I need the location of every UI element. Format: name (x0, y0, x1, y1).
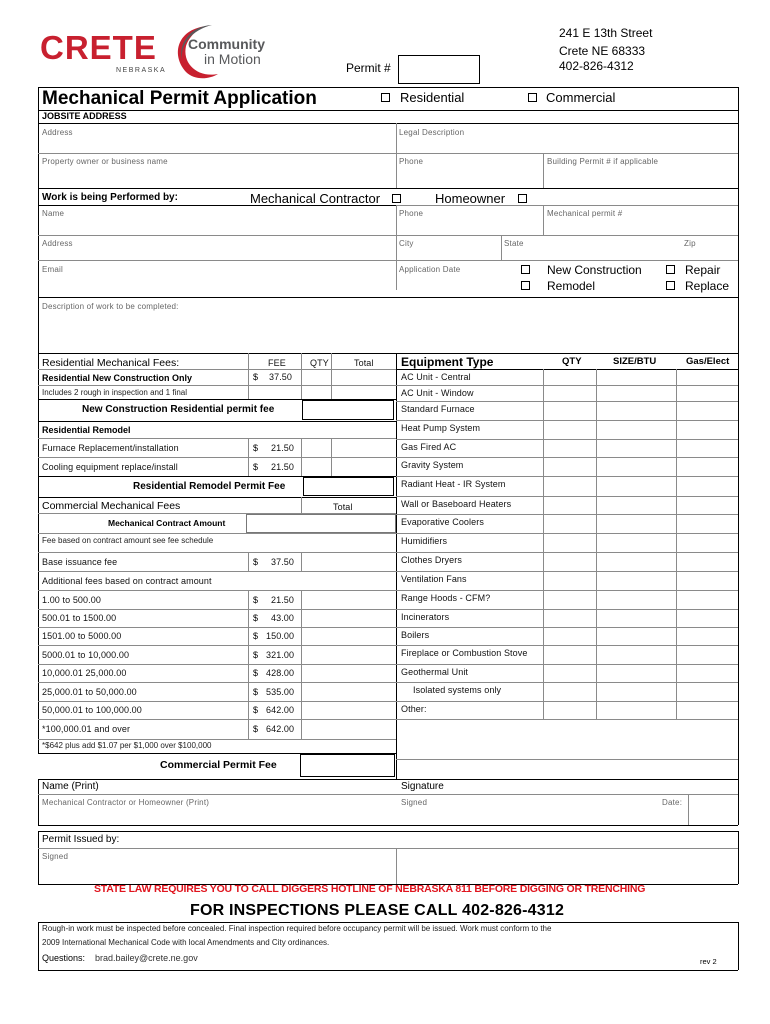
furnace-dollar: $ (253, 443, 259, 453)
equipment-qty-input[interactable] (544, 646, 595, 663)
application-date-field[interactable]: Application Date (399, 265, 461, 274)
equipment-row-label: Wall or Baseboard Heaters (401, 499, 512, 509)
res-new-total-input[interactable] (302, 400, 394, 420)
equipment-qty-input[interactable] (544, 591, 595, 608)
res-remodel-total-label: Residential Remodel Permit Fee (133, 481, 286, 492)
residential-checkbox[interactable] (381, 93, 390, 102)
equipment-row-label: Incinerators (401, 612, 450, 622)
rough-in-note-2: 2009 International Mechanical Code with local Amendments and City ordinances. (42, 938, 330, 947)
fee-range-5: 10,000.01 25,000.00 (42, 668, 127, 678)
equipment-gas-input[interactable] (677, 458, 737, 475)
com-additional-fees-label: Additional fees based on contract amount (42, 576, 212, 586)
rough-in-note-1: Rough-in work must be inspected before concealed. Final inspection required before occupancy permit will be issued. Work must conform to the (42, 924, 552, 933)
equipment-size-header: SIZE/BTU (613, 356, 657, 367)
fee-value-7: 642.00 (266, 705, 295, 715)
equipment-qty-input[interactable] (544, 440, 595, 456)
permit-number-input[interactable] (398, 55, 480, 84)
equipment-row-label: Boilers (401, 630, 430, 640)
equipment-size-input[interactable] (597, 440, 675, 456)
building-permit-field[interactable]: Building Permit # if applicable (547, 157, 659, 166)
com-base-fee-value: 37.50 (271, 557, 295, 567)
equipment-size-input[interactable] (597, 421, 675, 438)
equipment-qty-input[interactable] (544, 665, 595, 681)
city-field[interactable]: City (399, 239, 414, 248)
homeowner-checkbox[interactable] (518, 194, 527, 203)
equipment-row-label: Geothermal Unit (401, 667, 469, 677)
permit-issued-by-label: Permit Issued by: (42, 834, 120, 845)
fee-dollar-6: $ (253, 687, 259, 697)
equipment-gas-header: Gas/Elect (686, 356, 730, 367)
fee-dollar-2: $ (253, 613, 259, 623)
res-fee-col-header: FEE (268, 358, 286, 368)
fee-value-6: 535.00 (266, 687, 295, 697)
fee-value-1: 21.50 (271, 595, 295, 605)
logo-tagline-2: in Motion (204, 51, 261, 67)
equipment-gas-input[interactable] (677, 497, 737, 513)
legal-description-field[interactable]: Legal Description (399, 128, 465, 137)
equipment-qty-input[interactable] (544, 515, 595, 532)
remodel-checkbox[interactable] (521, 281, 530, 290)
owner-phone-field[interactable]: Phone (399, 157, 424, 166)
zip-field[interactable]: Zip (684, 239, 696, 248)
equipment-row-label: AC Unit - Window (401, 388, 474, 398)
mechanical-contractor-checkbox[interactable] (392, 194, 401, 203)
repair-label: Repair (685, 263, 721, 277)
contractor-print-name-field[interactable]: Mechanical Contractor or Homeowner (Print) (42, 798, 210, 807)
equipment-size-input[interactable] (597, 702, 675, 718)
equipment-row-label: Radiant Heat - IR System (401, 479, 506, 489)
fee-range-8: *100,000.01 and over (42, 724, 131, 734)
mechanical-contractor-label: Mechanical Contractor (250, 191, 381, 206)
cooling-dollar: $ (253, 462, 259, 472)
res-new-construction-label: Residential New Construction Only (42, 373, 193, 383)
equipment-gas-input[interactable] (677, 665, 737, 681)
equipment-qty-input[interactable] (544, 386, 595, 400)
com-see-schedule-note: Fee based on contract amount see fee schedule (42, 536, 214, 545)
signed-field[interactable]: Signed (401, 798, 428, 807)
questions-label: Questions: (42, 953, 86, 963)
equipment-size-input[interactable] (597, 497, 675, 513)
logo-state: NEBRASKA (116, 67, 167, 74)
residential-label: Residential (400, 90, 465, 105)
equipment-qty-input[interactable] (544, 534, 595, 551)
equipment-qty-input[interactable] (544, 370, 595, 384)
com-fees-title: Commercial Mechanical Fees (42, 500, 181, 512)
replace-label: Replace (685, 279, 730, 293)
equipment-qty-input[interactable] (544, 683, 595, 700)
equipment-size-input[interactable] (597, 591, 675, 608)
name-print-label: Name (Print) (42, 781, 99, 792)
fee-dollar-3: $ (253, 631, 259, 641)
equipment-row-label: Ventilation Fans (401, 574, 467, 584)
contractor-address-field[interactable]: Address (42, 239, 73, 248)
work-performed-label: Work is being Performed by: (42, 192, 178, 203)
fee-dollar-1: $ (253, 595, 259, 605)
equipment-row-label: Evaporative Coolers (401, 517, 484, 527)
equipment-size-input[interactable] (597, 665, 675, 681)
repair-checkbox[interactable] (666, 265, 675, 274)
fee-value-3: 150.00 (266, 631, 295, 641)
fee-dollar-5: $ (253, 668, 259, 678)
equipment-row-label: Gravity System (401, 460, 464, 470)
equipment-size-input[interactable] (597, 515, 675, 532)
res-new-construction-fee: 37.50 (269, 372, 293, 382)
state-field[interactable]: State (504, 239, 524, 248)
equipment-row-label: Isolated systems only (413, 685, 502, 695)
equipment-qty-header: QTY (562, 356, 582, 367)
res-new-dollar: $ (253, 372, 259, 382)
property-owner-field[interactable]: Property owner or business name (42, 157, 168, 166)
equipment-gas-input[interactable] (677, 683, 737, 700)
address-line-3: 402-826-4312 (559, 59, 634, 73)
equipment-size-input[interactable] (597, 386, 675, 400)
homeowner-label: Homeowner (435, 191, 506, 206)
remodel-label: Remodel (547, 279, 596, 293)
equipment-qty-input[interactable] (544, 610, 595, 626)
mechanical-permit-field[interactable]: Mechanical permit # (547, 209, 623, 218)
fee-dollar-4: $ (253, 650, 259, 660)
equipment-title: Equipment Type (401, 355, 494, 369)
new-construction-checkbox[interactable] (521, 265, 530, 274)
revision-label: rev 2 (700, 957, 717, 966)
commercial-label: Commercial (546, 90, 616, 105)
res-fees-title: Residential Mechanical Fees: (42, 357, 180, 369)
fee-value-5: 428.00 (266, 668, 295, 678)
fee-value-8: 642.00 (266, 724, 295, 734)
equipment-qty-input[interactable] (544, 553, 595, 570)
fee-range-7: 50,000.01 to 100,000.00 (42, 705, 142, 715)
address-line-1: 241 E 13th Street (559, 26, 653, 40)
inspections-phone: FOR INSPECTIONS PLEASE CALL 402-826-4312 (190, 902, 565, 919)
res-remodel-label: Residential Remodel (42, 425, 131, 435)
fee-range-4: 5000.01 to 10,000.00 (42, 650, 130, 660)
res-total-col-header: Total (354, 358, 374, 368)
equipment-gas-input[interactable] (677, 515, 737, 532)
equipment-gas-input[interactable] (677, 628, 737, 644)
res-qty-col-header: QTY (310, 358, 329, 368)
commercial-checkbox[interactable] (528, 93, 537, 102)
fee-dollar-7: $ (253, 705, 259, 715)
equipment-gas-input[interactable] (677, 610, 737, 626)
equipment-size-input[interactable] (597, 458, 675, 475)
new-construction-label: New Construction (547, 263, 642, 277)
permit-number-label: Permit # (346, 61, 391, 75)
equipment-size-input[interactable] (597, 683, 675, 700)
equipment-size-input[interactable] (597, 370, 675, 384)
equipment-gas-input[interactable] (677, 440, 737, 456)
com-contract-amount-input[interactable] (246, 514, 396, 533)
contractor-phone-field[interactable]: Phone (399, 209, 424, 218)
com-total-col-header: Total (333, 502, 353, 512)
equipment-row-label: Standard Furnace (401, 404, 475, 414)
com-permit-fee-label: Commercial Permit Fee (160, 759, 277, 771)
equipment-row-label: Heat Pump System (401, 423, 481, 433)
fee-value-4: 321.00 (266, 650, 295, 660)
equipment-size-input[interactable] (597, 477, 675, 495)
equipment-size-input[interactable] (597, 610, 675, 626)
equipment-gas-input[interactable] (677, 421, 737, 438)
com-permit-fee-input[interactable] (300, 754, 395, 777)
jobsite-address-field[interactable]: Address (42, 128, 73, 137)
fee-dollar-8: $ (253, 724, 259, 734)
equipment-row-label: Gas Fired AC (401, 442, 457, 452)
equipment-gas-input[interactable] (677, 477, 737, 495)
res-includes-note: Includes 2 rough in inspection and 1 final (42, 388, 187, 397)
com-base-dollar: $ (253, 557, 259, 567)
equipment-size-input[interactable] (597, 534, 675, 551)
work-description-field[interactable]: Description of work to be completed: (42, 302, 179, 311)
equipment-qty-input[interactable] (544, 572, 595, 589)
signature-label: Signature (401, 781, 444, 792)
logo-brand: CRETE (40, 29, 157, 66)
equipment-row-label: Other: (401, 704, 427, 714)
equipment-gas-input[interactable] (677, 591, 737, 608)
contractor-name-field[interactable]: Name (42, 209, 65, 218)
equipment-size-input[interactable] (597, 553, 675, 570)
furnace-replacement-fee: 21.50 (271, 443, 295, 453)
equipment-qty-input[interactable] (544, 628, 595, 644)
equipment-gas-input[interactable] (677, 572, 737, 589)
equipment-gas-input[interactable] (677, 702, 737, 718)
fee-range-1: 1.00 to 500.00 (42, 595, 101, 605)
issued-signed-field[interactable]: Signed (42, 852, 69, 861)
jobsite-section-title: JOBSITE ADDRESS (42, 111, 127, 121)
equipment-row-label: Fireplace or Combustion Stove (401, 648, 528, 658)
com-base-fee-label: Base issuance fee (42, 557, 118, 567)
diggers-hotline-warning: STATE LAW REQUIRES YOU TO CALL DIGGERS HOTLINE OF NEBRASKA 811 BEFORE DIGGING OR TRENCHING (94, 883, 646, 895)
equipment-gas-input[interactable] (677, 534, 737, 551)
equipment-row-label: AC Unit - Central (401, 372, 471, 382)
res-remodel-total-input[interactable] (303, 477, 394, 496)
res-new-total-label: New Construction Residential permit fee (82, 404, 275, 415)
equipment-gas-input[interactable] (677, 646, 737, 663)
equipment-qty-input[interactable] (544, 421, 595, 438)
address-line-2: Crete NE 68333 (559, 44, 646, 58)
equipment-qty-input[interactable] (544, 458, 595, 475)
logo-tagline-1: Community (188, 36, 265, 52)
equipment-size-input[interactable] (597, 646, 675, 663)
equipment-row-label: Clothes Dryers (401, 555, 462, 565)
page-title: Mechanical Permit Application (42, 88, 317, 109)
equipment-row-label: Range Hoods - CFM? (401, 593, 491, 603)
email-field[interactable]: Email (42, 265, 64, 274)
equipment-gas-input[interactable] (677, 370, 737, 384)
com-footnote: *$642 plus add $1.07 per $1,000 over $100,000 (42, 741, 212, 750)
equipment-qty-input[interactable] (544, 477, 595, 495)
fee-value-2: 43.00 (271, 613, 295, 623)
equipment-row-label: Humidifiers (401, 536, 448, 546)
com-contract-amount-label: Mechanical Contract Amount (108, 518, 226, 528)
equipment-qty-input[interactable] (544, 497, 595, 513)
equipment-size-input[interactable] (597, 628, 675, 644)
equipment-qty-input[interactable] (544, 402, 595, 419)
contact-email-link[interactable]: brad.bailey@crete.ne.gov (95, 953, 198, 963)
cooling-equipment-label: Cooling equipment replace/install (42, 462, 178, 472)
equipment-gas-input[interactable] (677, 553, 737, 570)
fee-range-6: 25,000.01 to 50,000.00 (42, 687, 137, 697)
cooling-equipment-fee: 21.50 (271, 462, 295, 472)
fee-range-2: 500.01 to 1500.00 (42, 613, 117, 623)
equipment-size-input[interactable] (597, 402, 675, 419)
fee-range-3: 1501.00 to 5000.00 (42, 631, 122, 641)
equipment-gas-input[interactable] (677, 402, 737, 419)
equipment-qty-input[interactable] (544, 702, 595, 718)
replace-checkbox[interactable] (666, 281, 675, 290)
equipment-gas-input[interactable] (677, 386, 737, 400)
furnace-replacement-label: Furnace Replacement/installation (42, 443, 179, 453)
equipment-size-input[interactable] (597, 572, 675, 589)
date-field[interactable]: Date: (662, 798, 683, 807)
